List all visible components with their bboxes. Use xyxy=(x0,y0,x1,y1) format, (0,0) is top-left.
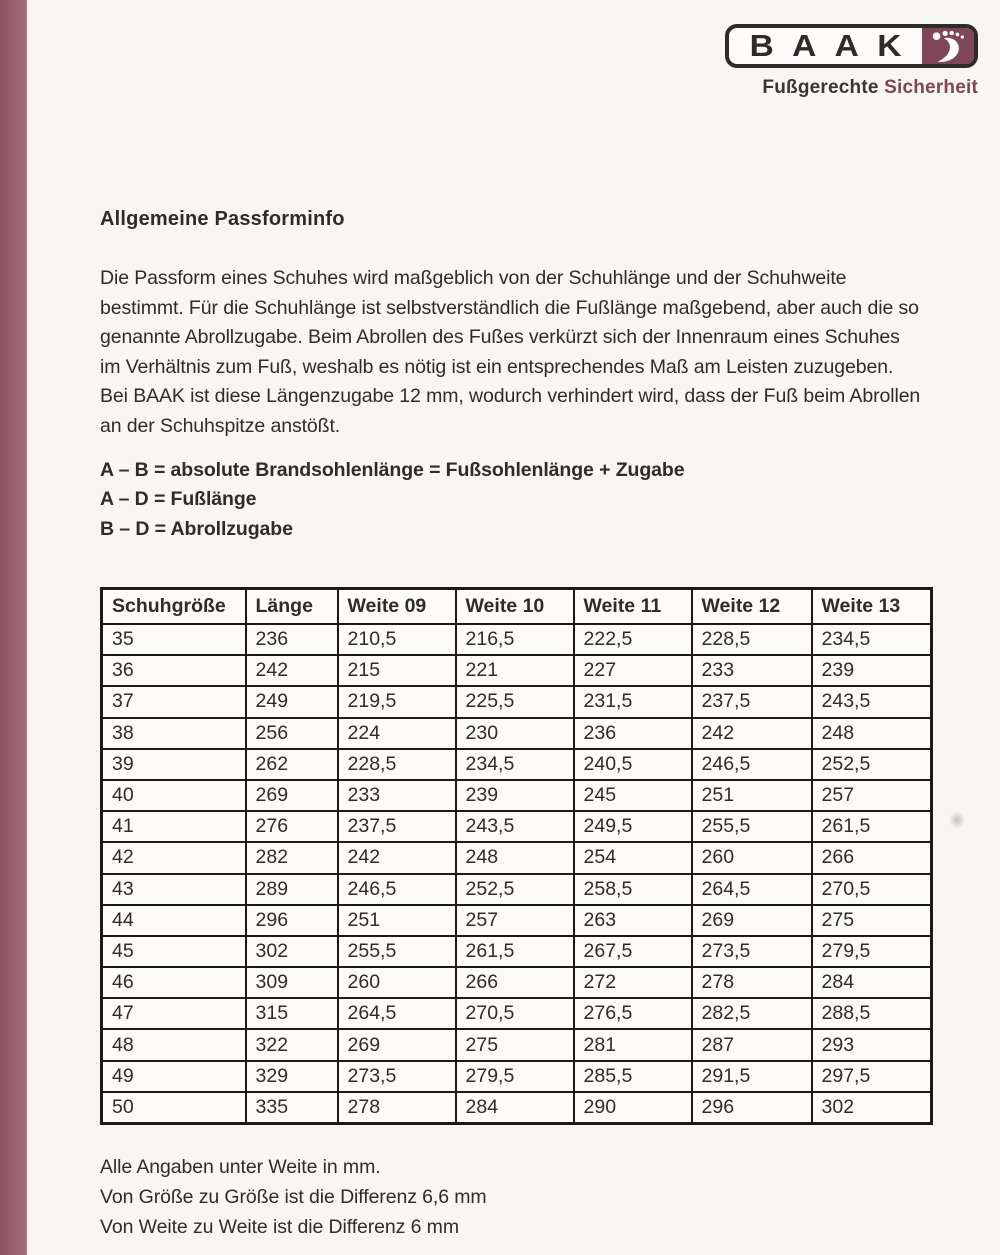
table-cell: 254 xyxy=(574,842,692,873)
table-cell: 261,5 xyxy=(456,936,574,967)
table-cell: 282 xyxy=(246,842,338,873)
table-header-cell: Schuhgröße xyxy=(102,589,246,625)
table-cell: 278 xyxy=(692,967,812,998)
brand-logo xyxy=(725,24,978,68)
table-cell: 48 xyxy=(102,1029,246,1060)
table-cell: 260 xyxy=(692,842,812,873)
table-cell: 297,5 xyxy=(812,1061,932,1092)
table-cell: 329 xyxy=(246,1061,338,1092)
table-cell: 263 xyxy=(574,905,692,936)
table-cell: 228,5 xyxy=(692,624,812,655)
table-cell: 210,5 xyxy=(338,624,456,655)
table-cell: 245 xyxy=(574,780,692,811)
table-cell: 39 xyxy=(102,749,246,780)
table-cell: 257 xyxy=(456,905,574,936)
formula-line: A – B = absolute Brandsohlenlänge = Fußsohlenlänge + Zugabe xyxy=(100,459,685,481)
table-row xyxy=(102,749,932,780)
table-cell: 248 xyxy=(456,842,574,873)
table-cell: 255,5 xyxy=(338,936,456,967)
scan-edge-band xyxy=(0,0,27,1255)
table-header-cell: Weite 09 xyxy=(338,589,456,625)
table-cell: 234,5 xyxy=(456,749,574,780)
table-cell: 237,5 xyxy=(692,686,812,717)
table-cell: 49 xyxy=(102,1061,246,1092)
table-row xyxy=(102,967,932,998)
table-header-cell: Weite 13 xyxy=(812,589,932,625)
table-cell: 46 xyxy=(102,967,246,998)
table-row xyxy=(102,624,932,655)
table-header-cell: Weite 12 xyxy=(692,589,812,625)
table-cell: 288,5 xyxy=(812,998,932,1029)
table-cell: 293 xyxy=(812,1029,932,1060)
table-header-cell: Weite 10 xyxy=(456,589,574,625)
table-row xyxy=(102,1029,932,1060)
table-cell: 38 xyxy=(102,718,246,749)
table-cell: 270,5 xyxy=(456,998,574,1029)
table-cell: 290 xyxy=(574,1092,692,1124)
table-cell: 296 xyxy=(246,905,338,936)
table-cell: 272 xyxy=(574,967,692,998)
table-row xyxy=(102,842,932,873)
table-cell: 242 xyxy=(246,655,338,686)
table-cell: 302 xyxy=(812,1092,932,1124)
table-cell: 269 xyxy=(246,780,338,811)
note-line: Von Größe zu Größe ist die Differenz 6,6 mm xyxy=(100,1185,487,1208)
table-cell: 270,5 xyxy=(812,874,932,905)
table-row xyxy=(102,905,932,936)
table-cell: 273,5 xyxy=(338,1061,456,1092)
table-cell: 322 xyxy=(246,1029,338,1060)
intro-paragraph xyxy=(100,264,1000,442)
table-row xyxy=(102,655,932,686)
table-cell: 243,5 xyxy=(812,686,932,717)
table-header-cell: Länge xyxy=(246,589,338,625)
table-cell: 231,5 xyxy=(574,686,692,717)
table-cell: 273,5 xyxy=(692,936,812,967)
table-cell: 45 xyxy=(102,936,246,967)
table-cell: 251 xyxy=(692,780,812,811)
table-cell: 248 xyxy=(812,718,932,749)
table-cell: 43 xyxy=(102,874,246,905)
table-cell: 252,5 xyxy=(812,749,932,780)
table-cell: 269 xyxy=(692,905,812,936)
table-cell: 243,5 xyxy=(456,811,574,842)
intro-line: genannte Abrollzugabe. Beim Abrollen des Fußes verkürzt sich der Innenraum eines Schuhes xyxy=(100,326,900,349)
tagline-right: Sicherheit xyxy=(884,77,978,98)
table-row xyxy=(102,874,932,905)
table-cell: 285,5 xyxy=(574,1061,692,1092)
intro-line: Bei BAAK ist diese Längenzugabe 12 mm, wodurch verhindert wird, dass der Fuß beim Abrollen xyxy=(100,385,921,408)
table-cell: 281 xyxy=(574,1029,692,1060)
table-cell: 246,5 xyxy=(338,874,456,905)
table-cell: 267,5 xyxy=(574,936,692,967)
formula-line: B – D = Abrollzugabe xyxy=(100,517,293,540)
table-cell: 302 xyxy=(246,936,338,967)
table-cell: 222,5 xyxy=(574,624,692,655)
table-cell: 239 xyxy=(456,780,574,811)
table-cell: 276 xyxy=(246,811,338,842)
table-cell: 215 xyxy=(338,655,456,686)
table-row xyxy=(102,780,932,811)
table-row xyxy=(102,1061,932,1092)
table-cell: 236 xyxy=(574,718,692,749)
table-cell: 257 xyxy=(812,780,932,811)
table-cell: 266 xyxy=(456,967,574,998)
table-cell: 242 xyxy=(338,842,456,873)
table-row xyxy=(102,936,932,967)
brand-tagline xyxy=(762,77,978,99)
table-cell: 233 xyxy=(692,655,812,686)
table-cell: 335 xyxy=(246,1092,338,1124)
table-cell: 40 xyxy=(102,780,246,811)
table-cell: 249,5 xyxy=(574,811,692,842)
table-cell: 236 xyxy=(246,624,338,655)
table-cell: 261,5 xyxy=(812,811,932,842)
table-cell: 296 xyxy=(692,1092,812,1124)
intro-line: Die Passform eines Schuhes wird maßgeblich von der Schuhlänge und der Schuhweite xyxy=(100,267,847,289)
table-cell: 227 xyxy=(574,655,692,686)
brand-wordmark-text: BAAK xyxy=(749,28,920,63)
table-cell: 258,5 xyxy=(574,874,692,905)
footprint-icon xyxy=(922,28,974,64)
table-cell: 50 xyxy=(102,1092,246,1124)
table-cell: 279,5 xyxy=(456,1061,574,1092)
tagline-left: Fußgerechte xyxy=(762,77,879,98)
table-cell: 233 xyxy=(338,780,456,811)
table-cell: 255,5 xyxy=(692,811,812,842)
intro-line: an der Schuhspitze anstößt. xyxy=(100,414,341,437)
table-cell: 230 xyxy=(456,718,574,749)
table-cell: 315 xyxy=(246,998,338,1029)
table-cell: 225,5 xyxy=(456,686,574,717)
table-cell: 278 xyxy=(338,1092,456,1124)
table-cell: 246,5 xyxy=(692,749,812,780)
table-cell: 264,5 xyxy=(338,998,456,1029)
table-row xyxy=(102,686,932,717)
table-cell: 284 xyxy=(812,967,932,998)
table-cell: 289 xyxy=(246,874,338,905)
notes xyxy=(100,1153,800,1242)
table-cell: 275 xyxy=(456,1029,574,1060)
table-cell: 309 xyxy=(246,967,338,998)
size-table-head xyxy=(102,589,932,625)
table-cell: 287 xyxy=(692,1029,812,1060)
table-cell: 221 xyxy=(456,655,574,686)
table-cell: 279,5 xyxy=(812,936,932,967)
table-cell: 216,5 xyxy=(456,624,574,655)
table-cell: 47 xyxy=(102,998,246,1029)
note-line: Von Weite zu Weite ist die Differenz 6 mm xyxy=(100,1215,459,1238)
table-cell: 266 xyxy=(812,842,932,873)
table-cell: 42 xyxy=(102,842,246,873)
brand-logo-tile xyxy=(922,28,974,64)
table-cell: 291,5 xyxy=(692,1061,812,1092)
table-cell: 264,5 xyxy=(692,874,812,905)
intro-line: bestimmt. Für die Schuhlänge ist selbstverständlich die Fußlänge maßgebend, aber auch die so xyxy=(100,296,919,319)
page-title: Allgemeine Passforminfo xyxy=(100,208,345,230)
table-cell: 275 xyxy=(812,905,932,936)
table-cell: 260 xyxy=(338,967,456,998)
table-cell: 256 xyxy=(246,718,338,749)
table-cell: 242 xyxy=(692,718,812,749)
table-cell: 234,5 xyxy=(812,624,932,655)
table-cell: 251 xyxy=(338,905,456,936)
table-cell: 262 xyxy=(246,749,338,780)
table-cell: 35 xyxy=(102,624,246,655)
table-cell: 228,5 xyxy=(338,749,456,780)
table-row xyxy=(102,718,932,749)
size-table xyxy=(100,587,933,1125)
formula-block xyxy=(100,456,1000,544)
table-cell: 249 xyxy=(246,686,338,717)
table-cell: 282,5 xyxy=(692,998,812,1029)
table-cell: 276,5 xyxy=(574,998,692,1029)
table-cell: 44 xyxy=(102,905,246,936)
table-header-row xyxy=(102,589,932,625)
table-cell: 239 xyxy=(812,655,932,686)
table-cell: 252,5 xyxy=(456,874,574,905)
table-cell: 284 xyxy=(456,1092,574,1124)
table-header-cell: Weite 11 xyxy=(574,589,692,625)
size-table-body xyxy=(102,624,932,1124)
table-cell: 224 xyxy=(338,718,456,749)
scan-speck xyxy=(949,811,965,829)
table-cell: 37 xyxy=(102,686,246,717)
table-cell: 237,5 xyxy=(338,811,456,842)
table-cell: 219,5 xyxy=(338,686,456,717)
table-cell: 41 xyxy=(102,811,246,842)
formula-line: A – D = Fußlänge xyxy=(100,488,257,511)
brand-wordmark xyxy=(725,28,930,63)
note-line: Alle Angaben unter Weite in mm. xyxy=(100,1156,381,1178)
table-cell: 269 xyxy=(338,1029,456,1060)
intro-line: im Verhältnis zum Fuß, weshalb es nötig ist ein entsprechendes Maß am Leisten zuzugeben. xyxy=(100,355,894,378)
table-row xyxy=(102,1092,932,1124)
table-cell: 240,5 xyxy=(574,749,692,780)
table-cell: 36 xyxy=(102,655,246,686)
table-row xyxy=(102,998,932,1029)
table-row xyxy=(102,811,932,842)
